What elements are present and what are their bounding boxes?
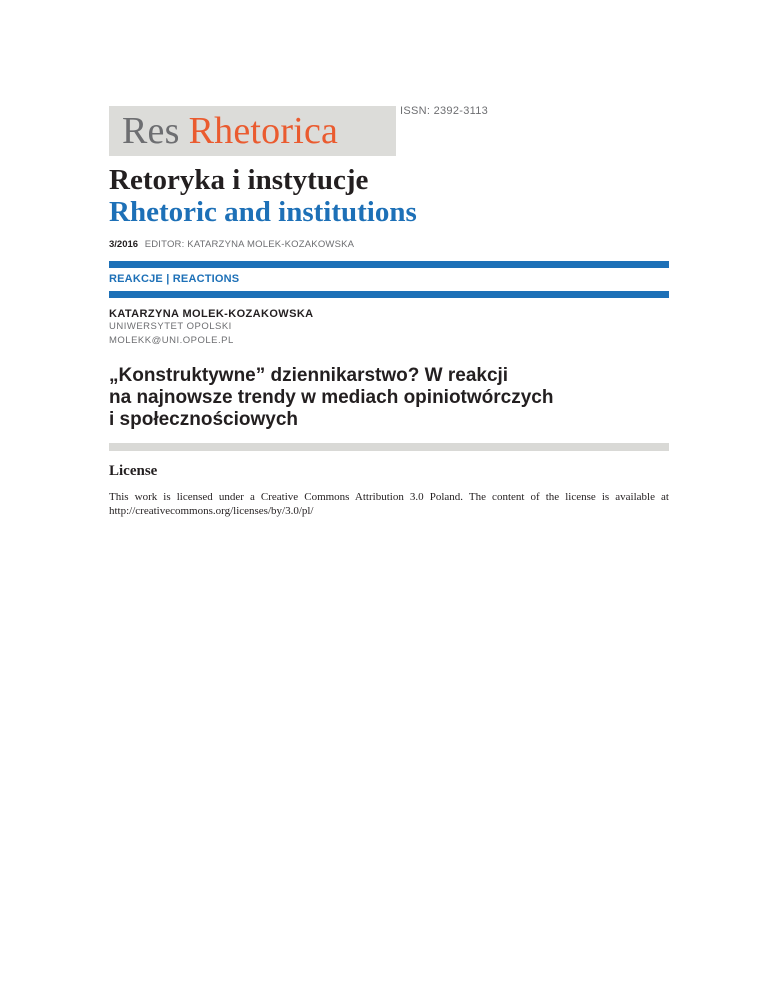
issue-title-english: Rhetoric and institutions xyxy=(109,196,417,228)
article-title-line: i społecznościowych xyxy=(109,409,298,430)
section-divider-bottom xyxy=(109,291,669,298)
section-label: REAKCJE | REACTIONS xyxy=(109,273,240,285)
license-text: This work is licensed under a Creative Commons Attribution 3.0 Poland. The content of the license is available at http://creativecommons.org/licenses/by/3.0/pl/ xyxy=(109,491,669,517)
article-title xyxy=(109,365,553,431)
article-title-line: „Konstruktywne” dziennikarstwo? W reakcji xyxy=(109,365,509,386)
license-divider xyxy=(109,443,669,451)
article-title-line: na najnowsze trendy w mediach opiniotwórczych xyxy=(109,387,554,408)
issue-number: 3/2016 xyxy=(109,239,139,250)
logo-text-rhetorica: Rhetorica xyxy=(188,110,339,152)
section-divider-top xyxy=(109,261,669,268)
logo-text-res: Res xyxy=(122,110,180,152)
issue-title-polish: Retoryka i instytucje xyxy=(109,164,369,196)
license-heading: License xyxy=(109,463,158,479)
journal-logo xyxy=(109,106,396,156)
author-email: MOLEKK@UNI.OPOLE.PL xyxy=(109,335,234,346)
author-name: KATARZYNA MOLEK-KOZAKOWSKA xyxy=(109,308,314,320)
issn-label: ISSN: 2392-3113 xyxy=(400,105,489,117)
issue-info xyxy=(109,239,354,250)
author-affiliation: UNIWERSYTET OPOLSKI xyxy=(109,321,232,332)
issue-editor: EDITOR: KATARZYNA MOLEK-KOZAKOWSKA xyxy=(144,239,355,250)
